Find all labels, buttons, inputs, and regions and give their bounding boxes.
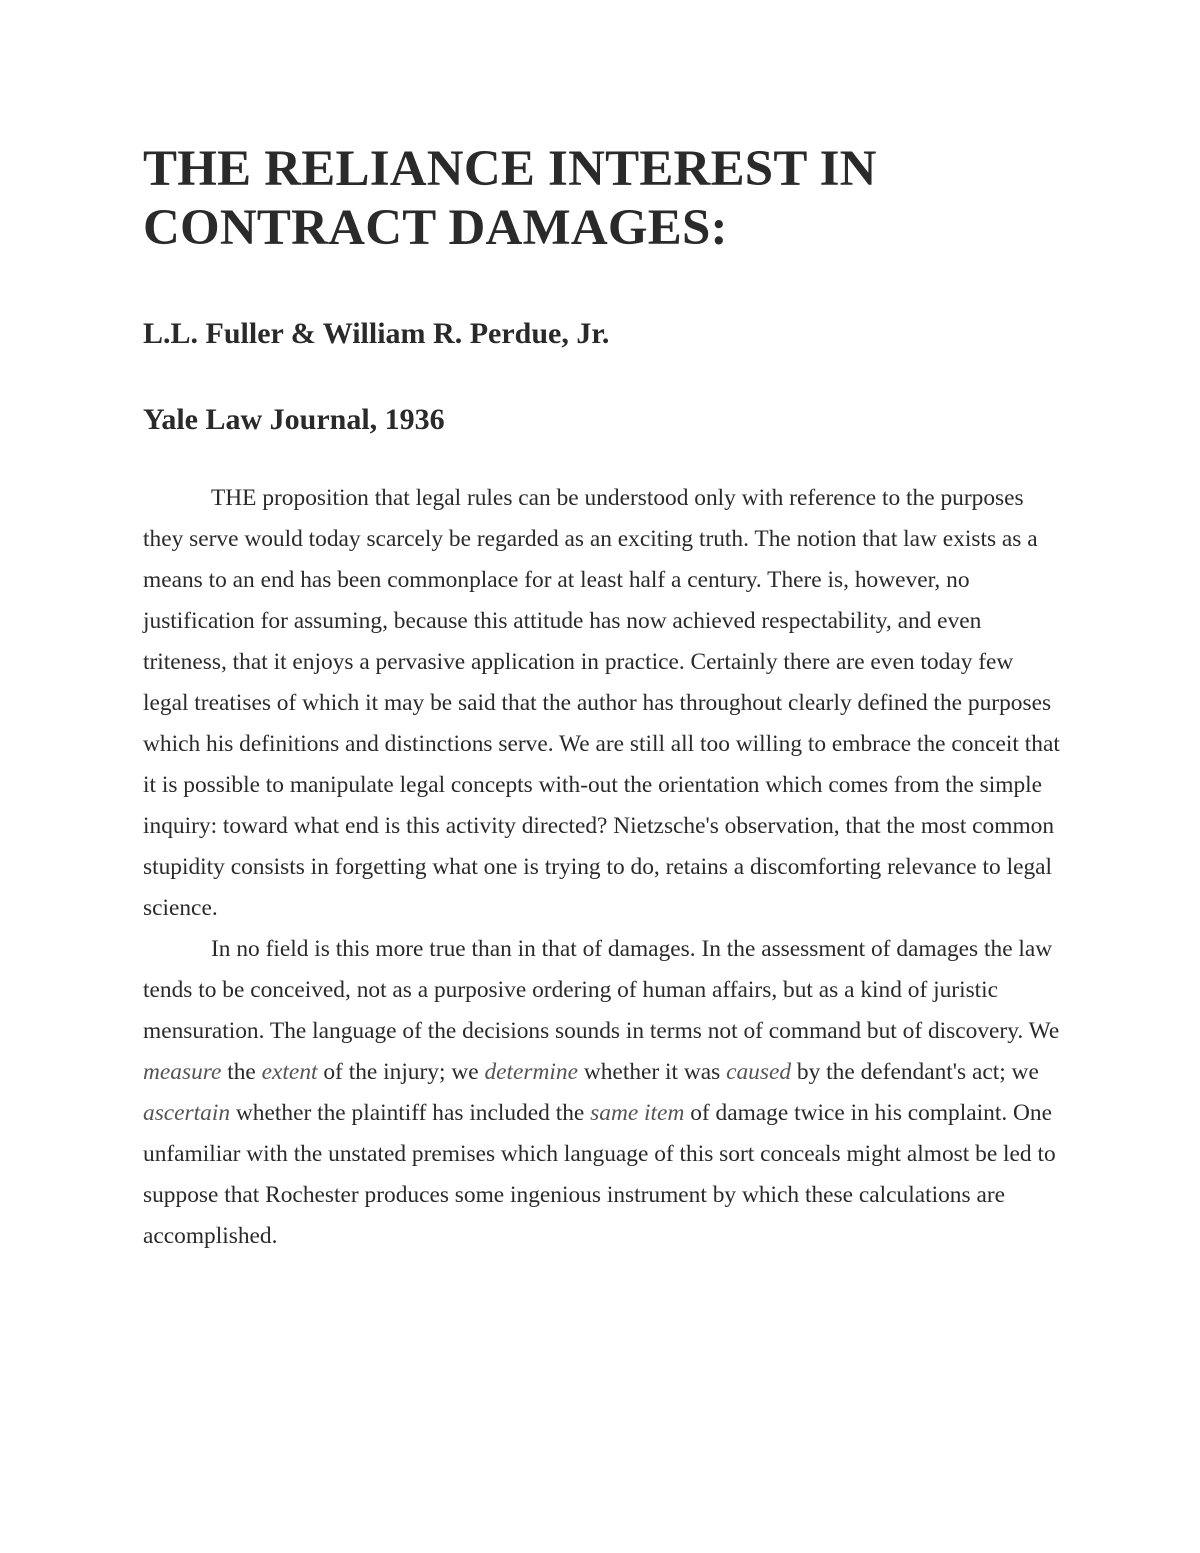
- paragraph-2-text: the: [221, 1059, 262, 1085]
- italic-determine: determine: [484, 1059, 578, 1085]
- document-title: [143, 140, 1063, 258]
- document-body: [143, 478, 1063, 1257]
- italic-same-item: same item: [590, 1100, 685, 1126]
- paragraph-1: THE proposition that legal rules can be understood only with reference to the purposes they serve would today scarcely be regarded as an exciting truth. The notion that law exists as a means to an end has been commonplace for at least half a century. There is, however, no justification for assuming, because this attitude has now achieved respectability, and even triteness, that it enjoys a pervasive application in practice. Certainly there are even today few legal treatises of which it may be said that the author has throughout clearly defined the purposes which his definitions and distinctions serve. We are still all too willing to embrace the conceit that it is possible to manipulate legal concepts with-out the orientation which comes from the simple inquiry: toward what end is this activity directed? Nietzsche's observation, that the most common stupidity consists in forgetting what one is trying to do, retains a discomforting relevance to legal science.: [143, 485, 1060, 921]
- document-authors: L.L. Fuller & William R. Perdue, Jr.: [143, 317, 610, 350]
- italic-caused: caused: [726, 1059, 792, 1085]
- paragraph-2-text: of damage twice in his complaint. One unfamiliar with the unstated premises which language of this sort conceals might almost be led to suppose that Rochester produces some ingenious instrument by which these calculations are accomplished.: [143, 1100, 1056, 1249]
- title-line-2: CONTRACT DAMAGES:: [143, 200, 728, 256]
- paragraph-2: [143, 929, 1063, 1257]
- italic-ascertain: ascertain: [143, 1100, 231, 1126]
- document-page: [143, 140, 1063, 1257]
- paragraph-2-text: of the injury; we: [317, 1059, 485, 1085]
- paragraph-2-text: whether the plaintiff has included the: [230, 1100, 591, 1126]
- paragraph-2-text: In no field is this more true than in that of damages. In the assessment of damages the law tends to be conceived, not as a purposive ordering of human affairs, but as a kind of juristic mensuration. The language of the decisions sounds in terms not of command but of discovery. We: [143, 936, 1060, 1044]
- italic-extent: extent: [261, 1059, 318, 1085]
- title-line-1: THE RELIANCE INTEREST IN: [143, 141, 877, 197]
- document-journal: Yale Law Journal, 1936: [143, 403, 445, 436]
- italic-measure: measure: [143, 1059, 222, 1085]
- paragraph-2-text: by the defendant's act; we: [791, 1059, 1039, 1085]
- paragraph-2-text: whether it was: [578, 1059, 727, 1085]
